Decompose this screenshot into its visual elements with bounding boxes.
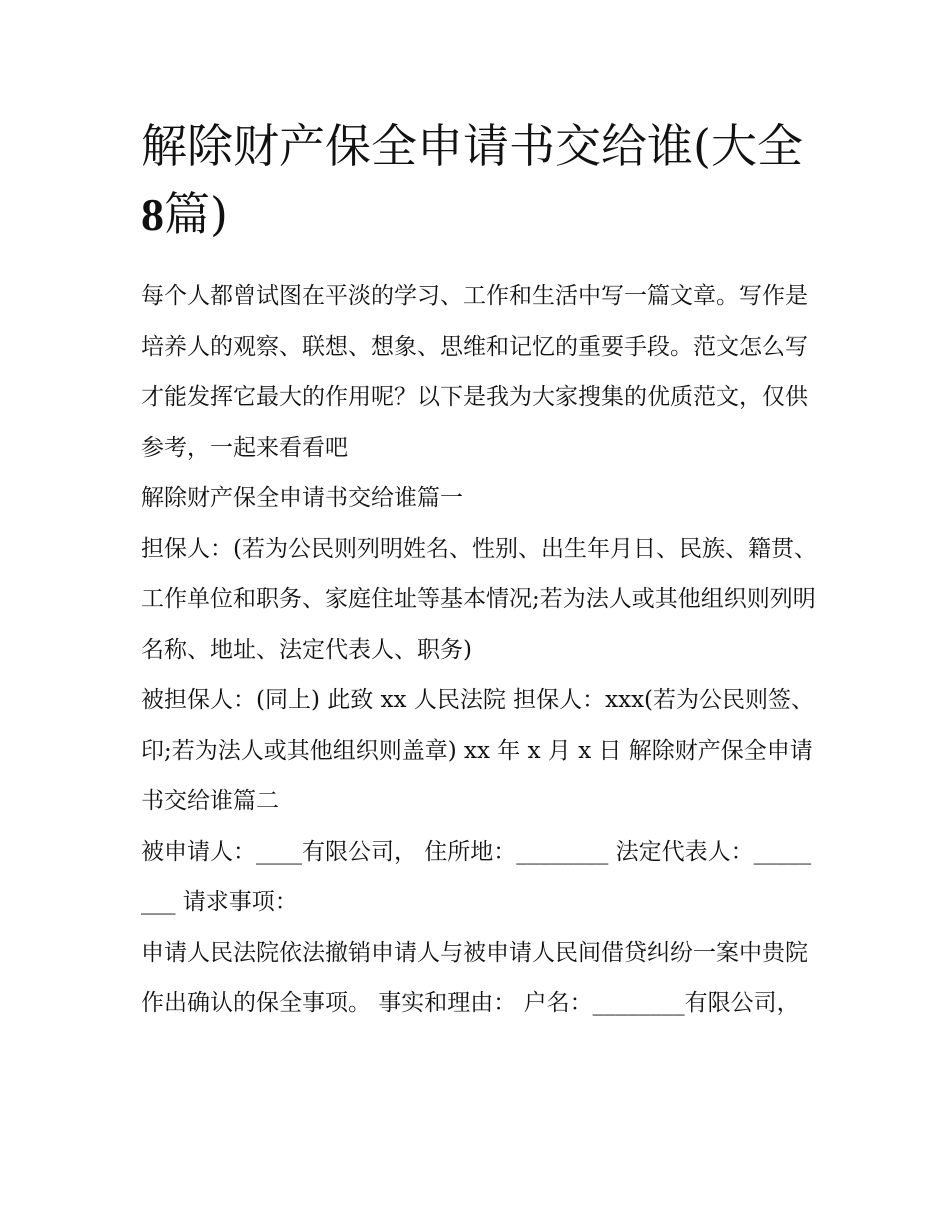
document-title <box>141 112 817 249</box>
document-body <box>141 112 817 1029</box>
intro-paragraph: 每个人都曾试图在平淡的学习、工作和生活中写一篇文章。写作是培养人的观察、联想、想象、思维和记忆的重要手段。范文怎么写才能发挥它最大的作用呢？以下是我为大家搜集的优质范文，仅供参考，一起来看看吧 <box>141 283 808 461</box>
request-paragraph: 申请人民法院依法撤销申请人与被申请人民间借贷纠纷一案中贵院作出确认的保全事项。 事实和理由： 户名：________有限公司， <box>141 939 808 1016</box>
respondent-paragraph: 被申请人：____有限公司， 住所地：________ 法定代表人：________ 请求事项： <box>141 838 812 915</box>
guarantor-paragraph: 担保人：(若为公民则列明姓名、性别、出生年月日、民族、籍贯、工作单位和职务、家庭住址等基本情况;若为法人或其他组织则列明名称、地址、法定代表人、职务) <box>141 535 817 663</box>
title-number: 8 <box>141 189 164 240</box>
title-text-part1: 解除财产保全申请书交给谁(大全 <box>141 119 803 173</box>
guaranteed-paragraph: 被担保人：(同上) 此致 xx 人民法院 担保人：xxx(若为公民则签、印;若为法人或其他组织则盖章) xx 年 x 月 x 日 解除财产保全申请书交给谁篇二 <box>141 687 815 814</box>
title-text-part2: 篇) <box>164 187 228 241</box>
section1-heading: 解除财产保全申请书交给谁篇一 <box>141 485 463 511</box>
